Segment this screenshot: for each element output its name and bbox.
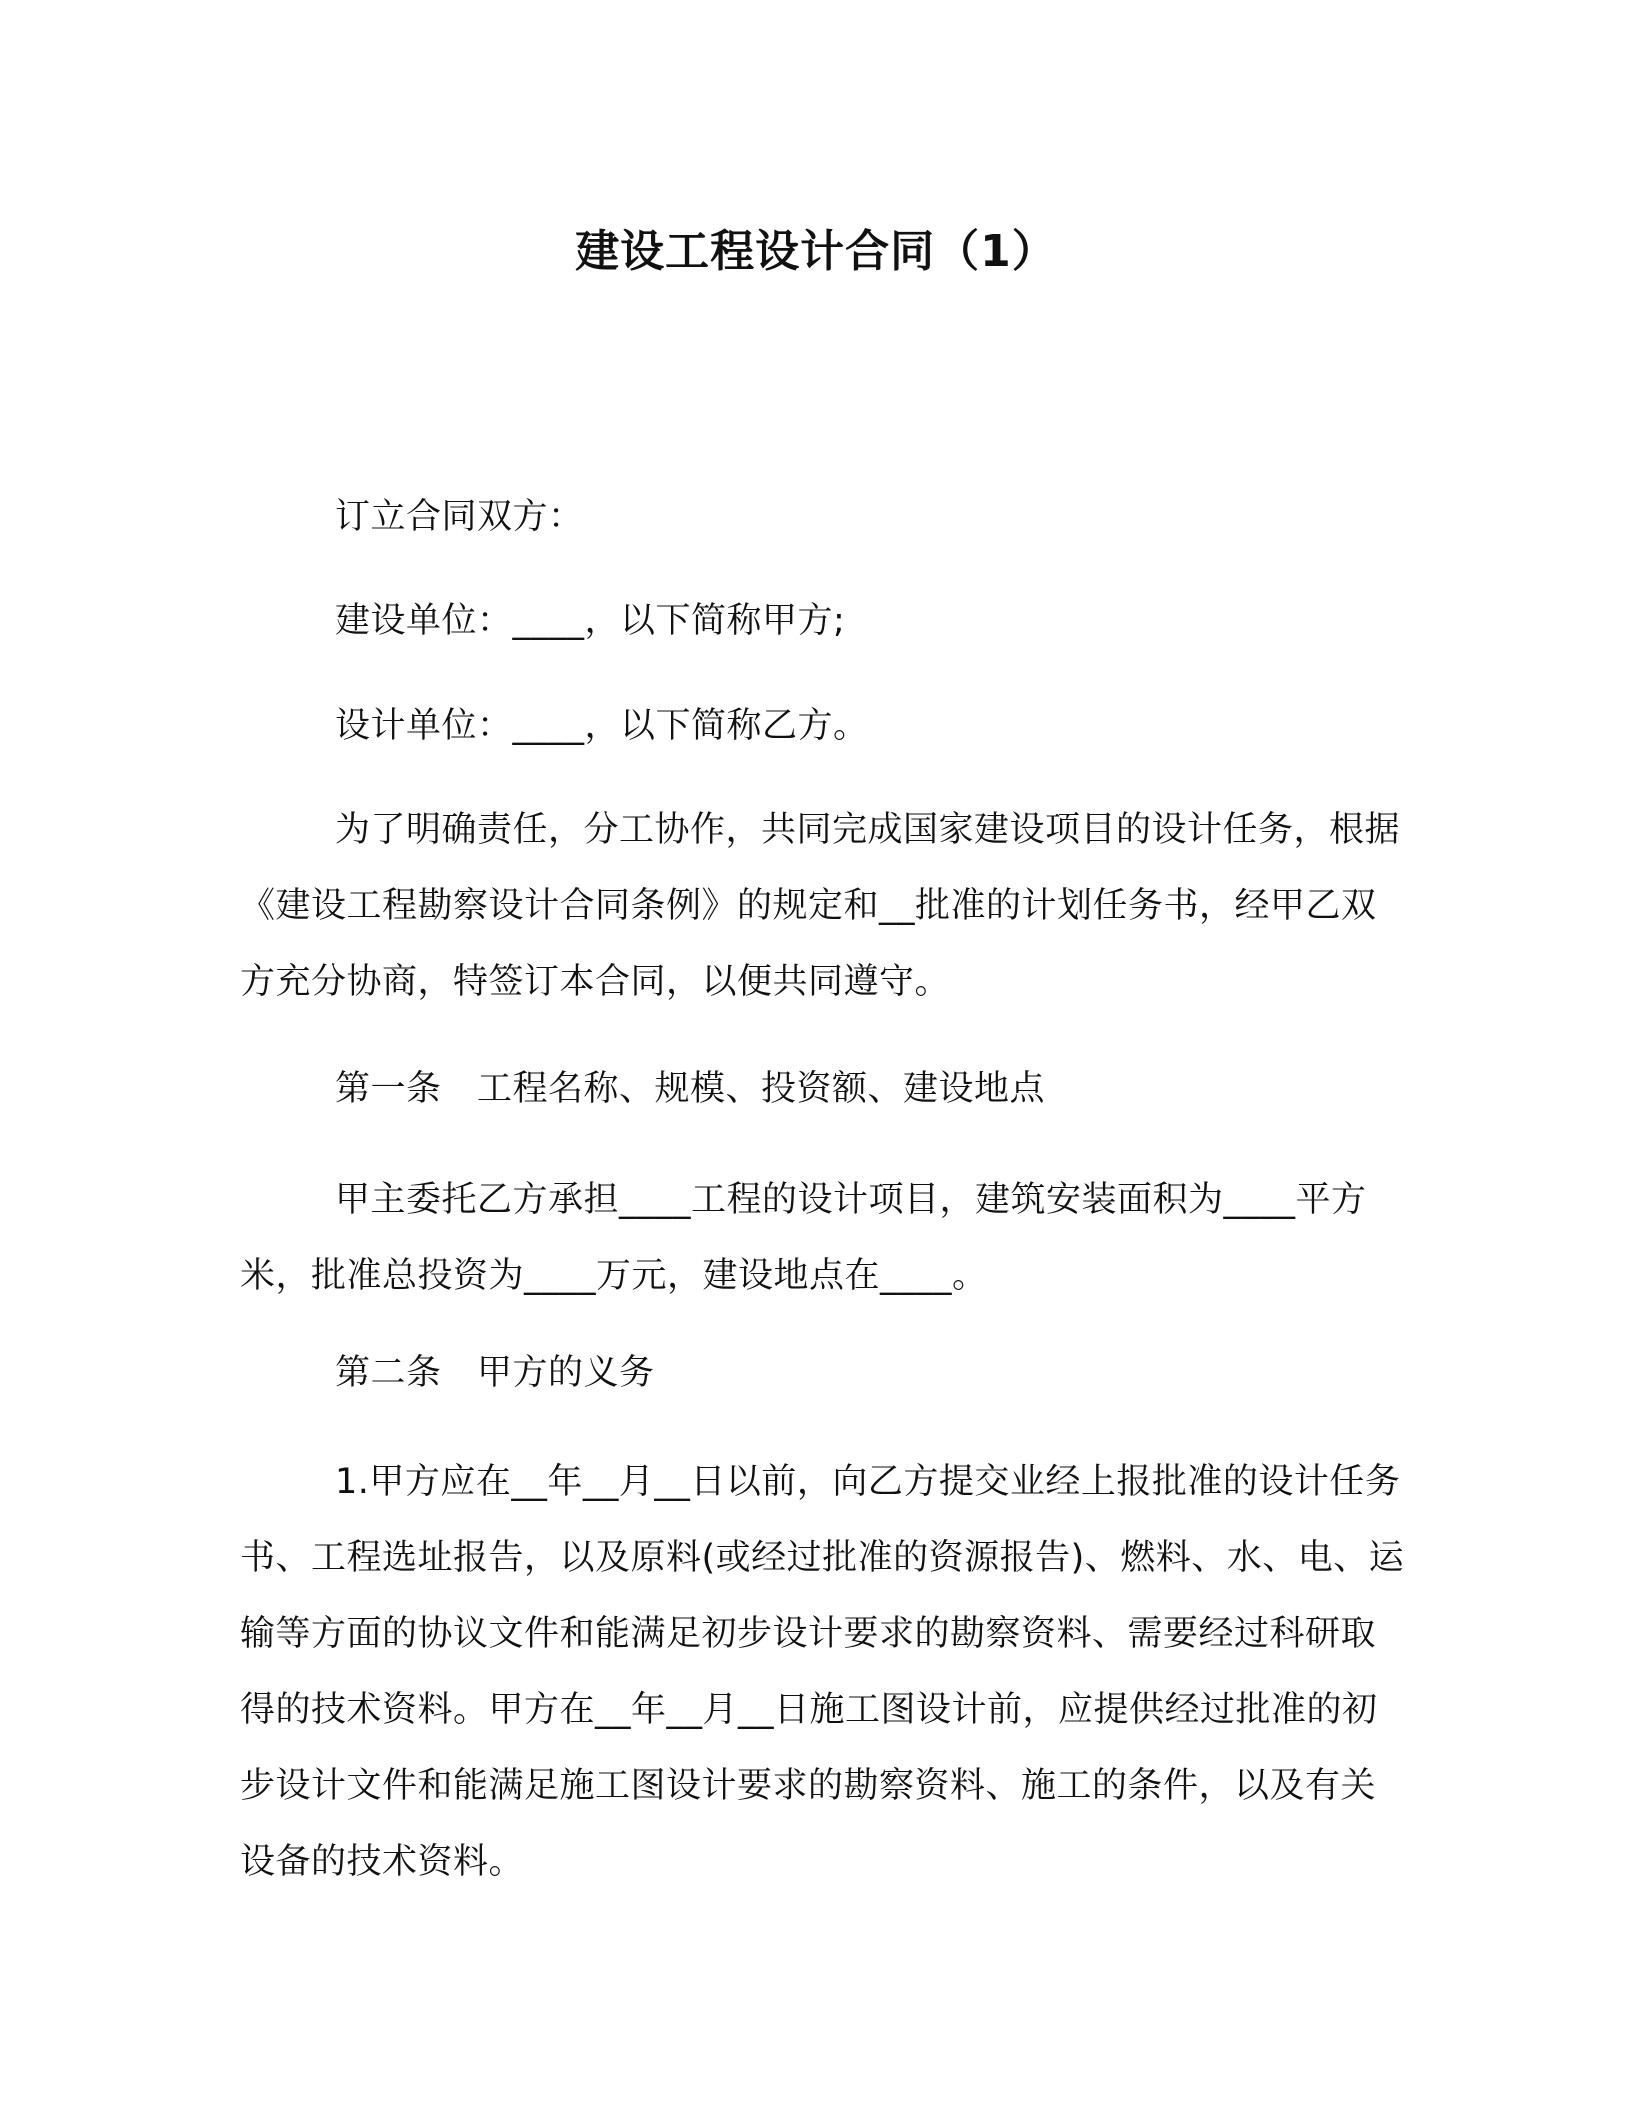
paragraph-party-b: 设计单位：____，以下简称乙方。 [335, 706, 869, 746]
article-2-clause-1: 1.甲方应在__年__月__日以前，向乙方提交业经上报批准的设计任务书、工程选址报告，以及原料(或经过批准的资源报告)、燃料、水、电、运输等方面的协议文件和能满足初步设计要求的勘察资料、需要经过科研取得的技术资料。甲方在__年__月__日施工图设计前，应提供经过批准的初步设计文件和能满足施工图设计要求的勘察资料、施工的条件，以及有关设备的技术资料。 [240, 1462, 1405, 1882]
article-1-heading: 第一条 工程名称、规模、投资额、建设地点 [335, 1069, 1046, 1109]
document-title: 建设工程设计合同（1） [575, 226, 1057, 277]
paragraph-parties-intro: 订立合同双方： [335, 497, 584, 537]
article-1-body: 甲主委托乙方承担____工程的设计项目，建筑安装面积为____平方米，批准总投资为____万元，建设地点在____。 [240, 1180, 1367, 1296]
paragraph-purpose: 为了明确责任，分工协作，共同完成国家建设项目的设计任务，根据《建设工程勘察设计合同条例》的规定和__批准的计划任务书，经甲乙双方充分协商，特签订本合同，以便共同遵守。 [240, 810, 1401, 1002]
article-2-heading: 第二条 甲方的义务 [335, 1353, 655, 1393]
paragraph-party-a: 建设单位：____，以下简称甲方; [335, 601, 846, 641]
